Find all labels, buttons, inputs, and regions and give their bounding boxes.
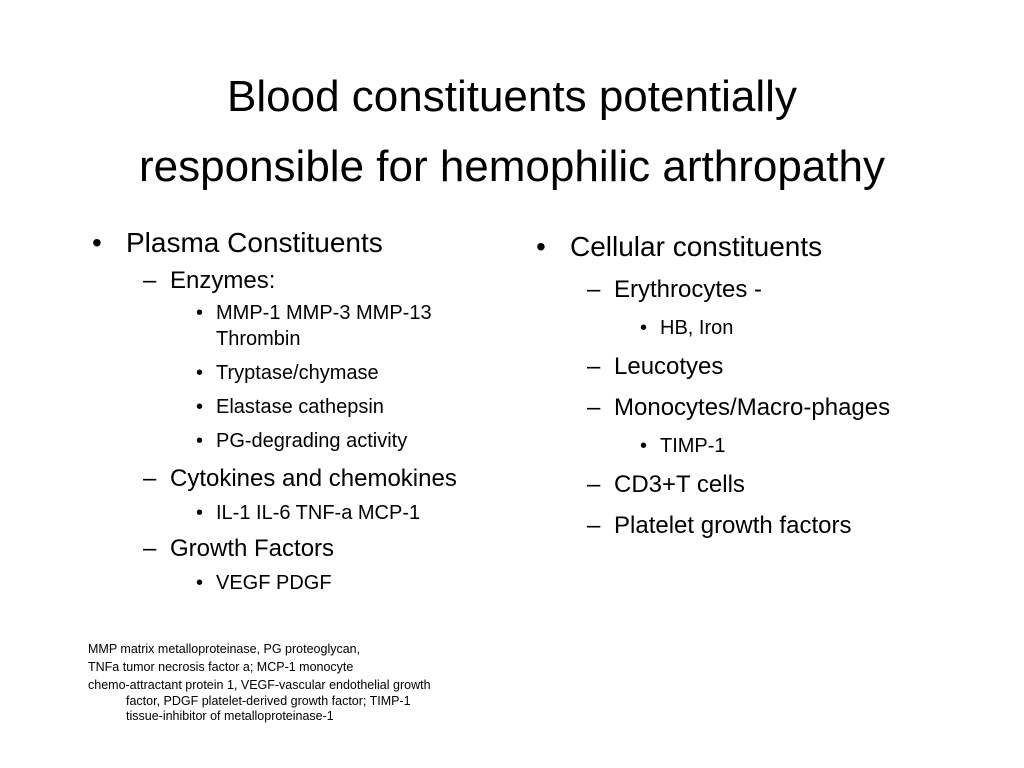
cytokine-text: IL-1 IL-6 TNF-a MCP-1 — [216, 502, 421, 524]
footnote-line: chemo-attractant protein 1, VEGF-vascular endothelial growth — [88, 678, 431, 692]
plasma-heading: Plasma Constituents — [126, 227, 383, 258]
enzyme-item — [86, 300, 506, 352]
bullet-icon: • — [196, 302, 204, 324]
slide-title — [60, 62, 964, 202]
cytokine-item — [86, 500, 506, 526]
bullet-icon: • — [92, 227, 102, 258]
enzyme-text: PG-degrading activity — [216, 430, 408, 452]
cd3-label: CD3+T cells — [614, 471, 745, 498]
cellular-heading: Cellular constituents — [570, 231, 823, 262]
bullet-icon: • — [196, 362, 204, 384]
monocyte-text: TIMP-1 — [660, 435, 726, 457]
bullet-icon: • — [536, 231, 546, 262]
enzyme-item — [86, 428, 506, 454]
platelet-item — [530, 510, 950, 541]
monocytes-label: Monocytes/Macro-phages — [614, 394, 891, 421]
dash-icon: – — [143, 535, 157, 562]
leucocytes-label: Leucotyes — [614, 353, 724, 380]
slide-title-line-1: Blood constituents potentially — [227, 72, 797, 121]
footnote-line: tissue-inhibitor of metalloproteinase-1 — [126, 709, 334, 723]
dash-icon: – — [587, 471, 601, 498]
erythrocytes-label: Erythrocytes - — [614, 276, 763, 303]
footnote-line: TNFa tumor necrosis factor a; MCP-1 monocyte — [88, 660, 354, 674]
enzyme-text: MMP-1 MMP-3 MMP-13 Thrombin — [216, 302, 432, 350]
footnote-line: factor, PDGF platelet-derived growth factor; TIMP-1 — [126, 694, 411, 708]
bullet-icon: • — [196, 572, 204, 594]
bullet-icon: • — [196, 430, 204, 452]
bullet-icon: • — [196, 396, 204, 418]
growth-factors-label: Growth Factors — [170, 535, 335, 562]
abbreviations-footnote — [88, 640, 508, 724]
bullet-icon: • — [640, 435, 648, 457]
cellular-column — [530, 230, 950, 541]
enzyme-text: Tryptase/chymase — [216, 362, 379, 384]
enzyme-item — [86, 394, 506, 420]
enzymes-item — [86, 265, 506, 296]
enzyme-item — [86, 360, 506, 386]
monocyte-item — [530, 433, 950, 459]
growth-factor-text: VEGF PDGF — [216, 572, 332, 594]
dash-icon: – — [143, 465, 157, 492]
plasma-column — [86, 226, 506, 596]
enzyme-text: Elastase cathepsin — [216, 396, 384, 418]
growth-factor-item — [86, 570, 506, 596]
plasma-heading-item — [86, 226, 506, 260]
bullet-icon: • — [640, 317, 648, 339]
erythrocytes-item — [530, 274, 950, 305]
cytokines-item — [86, 463, 506, 494]
erythrocyte-text: HB, Iron — [660, 317, 734, 339]
dash-icon: – — [143, 267, 157, 294]
monocytes-item — [530, 392, 914, 423]
enzymes-label: Enzymes: — [170, 267, 276, 294]
bullet-icon: • — [196, 502, 204, 524]
cellular-heading-item — [530, 230, 950, 264]
dash-icon: – — [587, 353, 601, 380]
dash-icon: – — [587, 512, 601, 539]
dash-icon: – — [587, 276, 601, 303]
erythrocyte-item — [530, 315, 950, 341]
growth-factors-item — [86, 533, 506, 564]
platelet-label: Platelet growth factors — [614, 512, 852, 539]
leucocytes-item — [530, 351, 950, 382]
cytokines-label: Cytokines and chemokines — [170, 465, 457, 492]
slide-title-line-2: responsible for hemophilic arthropathy — [139, 142, 885, 191]
dash-icon: – — [587, 394, 601, 421]
cd3-item — [530, 469, 950, 500]
footnote-line: MMP matrix metalloproteinase, PG proteoglycan, — [88, 642, 361, 656]
